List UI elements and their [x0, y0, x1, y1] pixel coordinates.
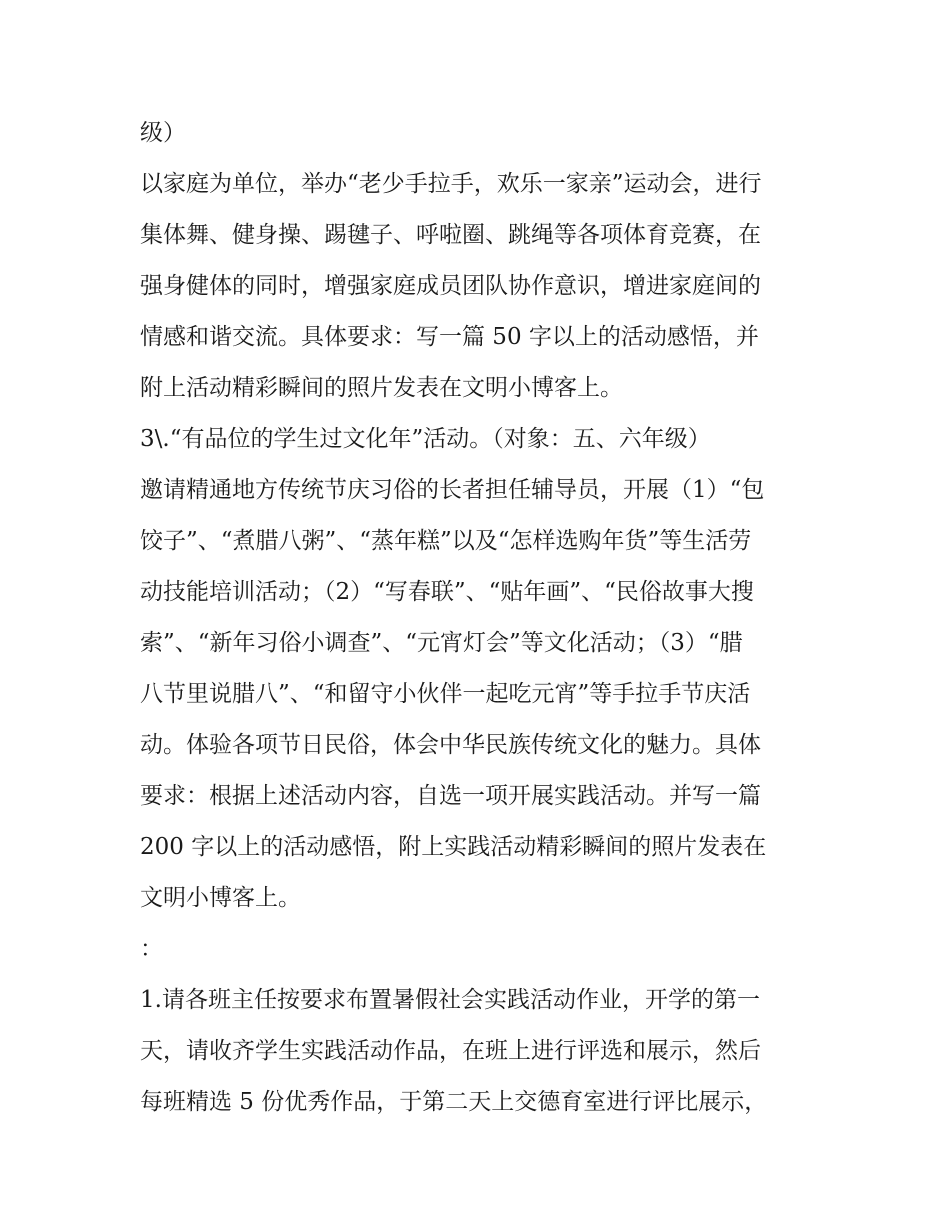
text-line: 要求：根据上述活动内容，自选一项开展实践活动。并写一篇: [140, 783, 761, 809]
text-line: 饺子”、“煮腊八粥”、“蒸年糕”以及“怎样选购年货”等生活劳: [140, 528, 752, 554]
section-heading: ：: [140, 936, 163, 962]
document-body: [140, 108, 820, 1128]
text-line: 集体舞、健身操、踢毽子、呼啦圈、跳绳等各项体育竞赛，在: [140, 222, 761, 248]
text-line: 附上活动精彩瞬间的照片发表在文明小博客上。: [140, 375, 623, 401]
section-heading: 3\.“有品位的学生过文化年”活动。（对象：五、六年级）: [140, 426, 711, 452]
text-line: 天，请收齐学生实践活动作品，在班上进行评选和展示，然后: [140, 1038, 761, 1064]
text-line: 文明小博客上。: [140, 885, 301, 911]
text-line: 200 字以上的活动感悟，附上实践活动精彩瞬间的照片发表在: [140, 834, 767, 860]
text-line: 级）: [140, 120, 186, 146]
text-line: 1.请各班主任按要求布置暑假社会实践活动作业，开学的第一: [140, 987, 760, 1013]
text-line: 动。体验各项节日民俗，体会中华民族传统文化的魅力。具体: [140, 732, 761, 758]
text-line: 索”、“新年习俗小调查”、“元宵灯会”等文化活动；（3）“腊: [140, 630, 743, 656]
text-line: 动技能培训活动；（2）“写春联”、“贴年画”、“民俗故事大搜: [140, 579, 754, 605]
text-line: 八节里说腊八”、“和留守小伙伴一起吃元宵”等手拉手节庆活: [140, 681, 751, 707]
text-line: 情感和谐交流。具体要求：写一篇 50 字以上的活动感悟，并: [140, 324, 759, 350]
text-line: 每班精选 5 份优秀作品，于第二天上交德育室进行评比展示，: [140, 1089, 768, 1115]
text-line: 强身健体的同时，增强家庭成员团队协作意识，增进家庭间的: [140, 273, 761, 299]
text-line: 以家庭为单位，举办“老少手拉手，欢乐一家亲”运动会，进行: [140, 171, 762, 197]
text-line: 邀请精通地方传统节庆习俗的长者担任辅导员，开展（1）“包: [140, 477, 765, 503]
